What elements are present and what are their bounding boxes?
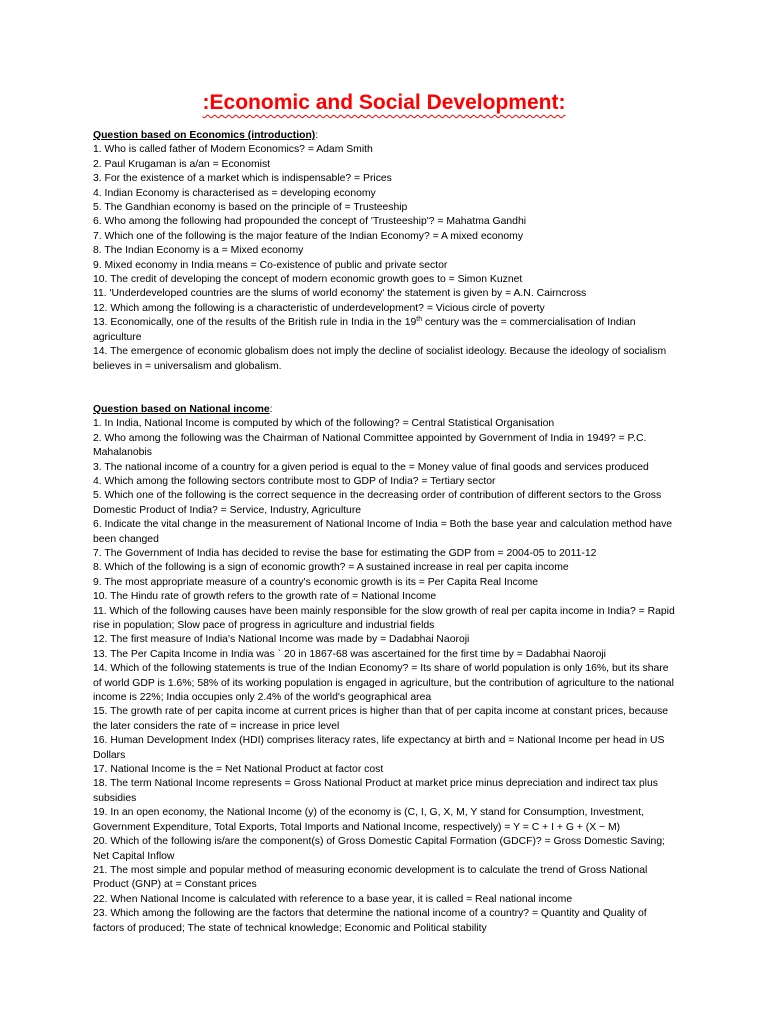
question-item: 14. The emergence of economic globalism does not imply the decline of socialist ideology. Because the ideology of socialism believes in = universalism and globalism. [93,346,667,372]
question-item: 7. The Government of India has decided to revise the base for estimating the GDP from = 2004-05 to 2011-12 [93,547,597,559]
document-title: :Economic and Social Development: [202,91,566,114]
section-economics-introduction [93,129,678,374]
question-item: 6. Indicate the vital change in the measurement of National Income of India = Both the base year and calculation method have been changed [93,519,673,545]
question-item: 3. For the existence of a market which is indispensable? = Prices [93,173,392,185]
question-item: 5. The Gandhian economy is based on the principle of = Trusteeship [93,202,408,214]
question-text: 13. Economically, one of the results of the British rule in India in the 19 [93,317,417,329]
question-item: 15. The growth rate of per capita income at current prices is higher than that of per capita income at constant prices, because the later considers the rate of = increase in price level [93,706,669,732]
section-heading: Question based on National income: [93,403,273,415]
section-heading-label: Question based on National income [93,403,270,415]
question-item: 2. Paul Krugaman is a/an = Economist [93,158,271,170]
superscript: th [416,316,423,324]
question-item: 3. The national income of a country for a given period is equal to the = Money value of final goods and services produced [93,461,649,473]
section-heading: Question based on Economics (introduction): [93,130,319,141]
question-item: 14. Which of the following statements is true of the Indian Economy? = Its share of world population is only 16%, but its share of world GDP is 1.6%; 58% of its working population is engaged in agriculture, but the contribution of agriculture to the national income is 22%; India occupies only 2.4% of the world's geographical area [93,663,674,704]
question-item: 22. When National Income is calculated with reference to a base year, it is called = Real national income [93,893,573,905]
question-item: 6. Who among the following had propounded the concept of 'Trusteeship'? = Mahatma Gandhi [93,216,527,228]
question-list [93,417,678,936]
question-item: 20. Which of the following is/are the component(s) of Gross Domestic Capital Formation (GDCF)? = Gross Domestic Saving; Net Capital Inflow [93,836,665,862]
document-content [93,129,678,936]
question-item: 21. The most simple and popular method of measuring economic development is to calculate the trend of Gross National Product (GNP) at = Constant prices [93,864,648,891]
question-item: 5. Which one of the following is the correct sequence in the decreasing order of contribution of different sectors to the Gross Domestic Product of India? = Service, Industry, Agriculture [93,490,662,516]
question-item: 4. Indian Economy is characterised as = developing economy [93,187,376,199]
question-item: 8. The Indian Economy is a = Mixed economy [93,245,304,257]
question-item: 16. Human Development Index (HDI) comprises literacy rates, life expectancy at birth and = National Income per head in US Dollars [93,735,665,761]
question-item: 19. In an open economy, the National Income (y) of the economy is (C, I, G, X, M, Y stand for Consumption, Investment, Government Expenditure, Total Exports, Total Imports and National Income, respectively) = Y = C + I + G + (X − M) [93,807,644,833]
question-item: 8. Which of the following is a sign of economic growth? = A sustained increase in real per capita income [93,562,569,574]
section-national-income [93,403,678,936]
question-item: 18. The term National Income represents = Gross National Product at market price minus depreciation and indirect tax plus subsidies [93,778,658,804]
question-item [93,316,678,345]
question-item: 12. Which among the following is a characteristic of underdevelopment? = Vicious circle of poverty [93,302,545,314]
question-item: 23. Which among the following are the factors that determine the national income of a country? = Quantity and Quality of factors of produced; The state of technical knowledge; Economic and Political stability [93,908,647,934]
question-item: 9. Mixed economy in India means = Co-existence of public and private sector [93,259,448,271]
question-item: 7. Which one of the following is the major feature of the Indian Economy? = A mixed economy [93,230,524,242]
question-item: 9. The most appropriate measure of a country's economic growth is its = Per Capita Real Income [93,576,539,588]
question-item: 10. The Hindu rate of growth refers to the growth rate of = National Income [93,591,437,603]
question-item: 17. National Income is the = Net National Product at factor cost [93,764,384,776]
section-heading-label: Question based on Economics (introduction) [93,130,316,141]
question-text: century was the = commercialisation of Indian agriculture [93,317,636,343]
question-item: 1. Who is called father of Modern Economics? = Adam Smith [93,144,373,156]
question-list [93,143,678,374]
question-item: 13. The Per Capita Income in India was ` 20 in 1867-68 was ascertained for the first time by = Dadabhai Naoroji [93,648,606,660]
question-item: 11. Which of the following causes have been mainly responsible for the slow growth of real per capita income in India? = Rapid rise in population; Slow pace of progress in agriculture and industrial fields [93,605,675,631]
question-item: 4. Which among the following sectors contribute most to GDP of India? = Tertiary sector [93,475,496,487]
question-item: 1. In India, National Income is computed by which of the following? = Central Statistical Organisation [93,418,555,430]
question-item: 2. Who among the following was the Chairman of National Committee appointed by Government of India in 1949? = P.C. Mahalanobis [93,432,647,459]
question-item: 10. The credit of developing the concept of modern economic growth goes to = Simon Kuznet [93,274,523,286]
question-item: 12. The first measure of India's National Income was made by = Dadabhai Naoroji [93,634,470,646]
question-item: 11. 'Underdeveloped countries are the slums of world economy' the statement is given by = A.N. Cairncross [93,288,587,300]
